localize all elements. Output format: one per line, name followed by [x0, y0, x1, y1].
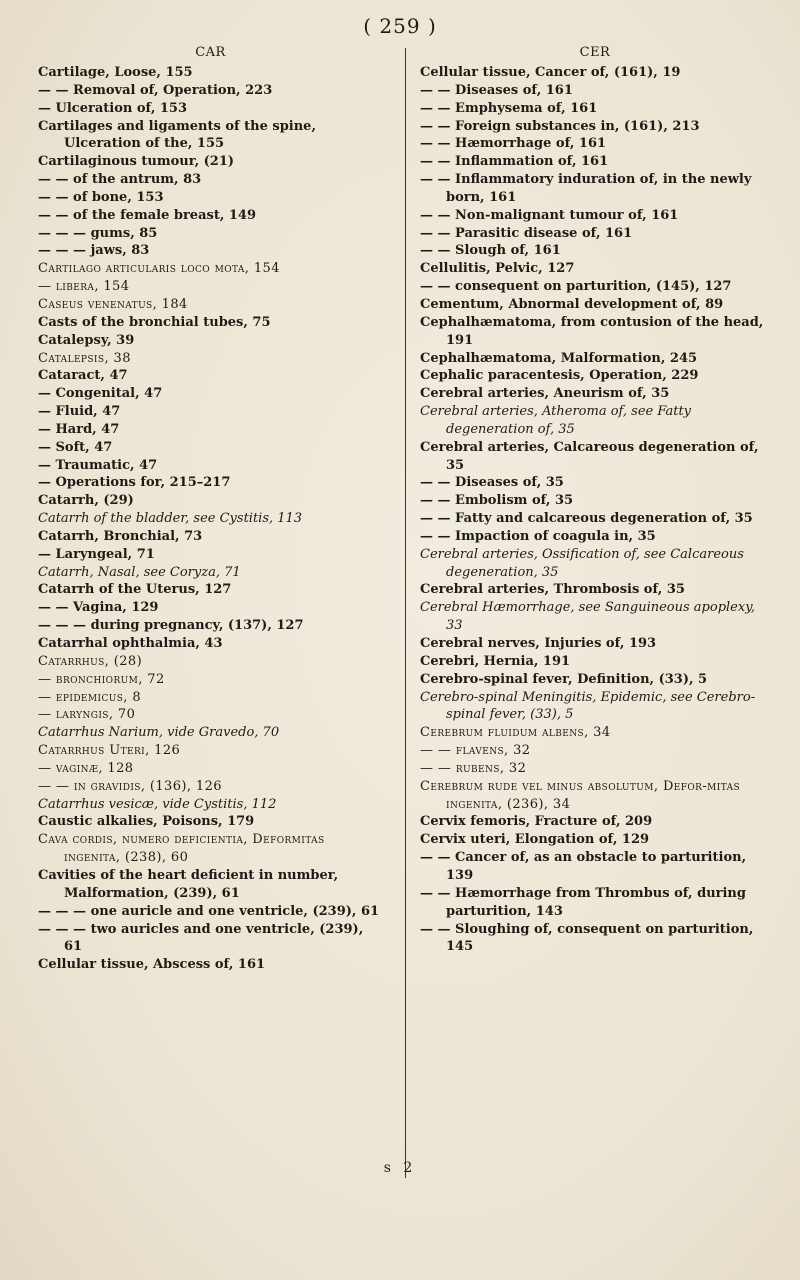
index-entry: — — — jaws, 83: [38, 243, 150, 259]
index-entry: — Ulceration of, 153: [38, 100, 188, 116]
index-entry: — — of the antrum, 83: [38, 172, 202, 188]
index-entry: Cerebral arteries, Aneurism of, 35: [420, 386, 670, 402]
index-entry: — — flavens, 32: [420, 743, 531, 759]
index-entry: Cartilaginous tumour, (21): [38, 154, 235, 170]
index-entry: Cartilages and ligaments of the spine, Ulceration of the, 155: [38, 118, 316, 152]
index-entry: Cellulitis, Pelvic, 127: [420, 261, 575, 277]
index-entry: — — — two auricles and one ventricle, (239), 61: [38, 921, 364, 955]
index-entry: — Traumatic, 47: [38, 457, 158, 473]
index-entry: Cerebri, Hernia, 191: [420, 653, 571, 669]
page-number: ( 259 ): [363, 14, 437, 38]
index-entry: Cavities of the heart deficient in number, Malformation, (239), 61: [38, 867, 339, 901]
index-entry: Cellular tissue, Cancer of, (161), 19: [420, 65, 681, 80]
index-entry: — Hard, 47: [38, 421, 120, 437]
index-entry: Cellular tissue, Abscess of, 161: [38, 957, 266, 973]
index-entry: Catalepsy, 39: [38, 332, 135, 348]
column-divider: [405, 48, 406, 1178]
index-entry: Cerebral arteries, Atheroma of, see Fatty degeneration of, 35: [420, 404, 692, 437]
index-entry: — — of bone, 153: [38, 189, 164, 205]
index-entry: Casts of the bronchial tubes, 75: [38, 314, 271, 330]
index-entry: Cataract, 47: [38, 368, 128, 384]
index-entry: — — Fatty and calcareous degeneration of, 35: [420, 511, 753, 527]
index-entry: — — — gums, 85: [38, 225, 158, 241]
index-entry: — — Hæmorrhage of, 161: [420, 136, 607, 152]
index-entry: — — Sloughing of, consequent on parturition, 145: [420, 921, 754, 955]
index-entry: Catarrhus, (28): [38, 653, 143, 669]
index-entry: Caseus venenatus, 184: [38, 296, 188, 312]
index-entry: Cerebral arteries, Ossification of, see Calcareous degeneration, 35: [420, 546, 744, 580]
index-entry: Cementum, Abnormal development of, 89: [420, 296, 724, 312]
index-entry: Cartilage, Loose, 155: [38, 65, 193, 80]
index-entry: — Congenital, 47: [38, 386, 163, 402]
index-entry: Catarrh of the Uterus, 127: [38, 582, 232, 598]
index-entry: Cephalhæmatoma, Malformation, 245: [420, 350, 698, 366]
left-column: [38, 45, 383, 974]
index-entry: Cerebral nerves, Injuries of, 193: [420, 636, 657, 651]
index-entry: Catarrh of the bladder, see Cystitis, 113: [38, 511, 303, 527]
index-entry: — — Foreign substances in, (161), 213: [420, 118, 700, 134]
left-entry-list: [38, 64, 383, 974]
index-entry: Cerebral arteries, Thrombosis of, 35: [420, 582, 685, 598]
index-entry: — — Non-malignant tumour of, 161: [420, 207, 679, 223]
index-entry: — libera, 154: [38, 279, 130, 295]
signature-mark: s 2: [383, 1160, 417, 1176]
index-entry: Cerebrum rude vel minus absolutum, Defor-mitas ingenita, (236), 34: [420, 778, 741, 812]
index-entry: Cervix femoris, Fracture of, 209: [420, 814, 653, 830]
index-entry: Cerebro-spinal Meningitis, Epidemic, see Cerebro-spinal fever, (33), 5: [420, 689, 756, 723]
index-entry: — bronchiorum, 72: [38, 671, 165, 687]
index-entry: Cerebro-spinal fever, Definition, (33), 5: [420, 671, 708, 687]
left-running-head: CAR: [195, 45, 226, 60]
index-entry: — Operations for, 215–217: [38, 475, 231, 491]
index-entry: — — Inflammation of, 161: [420, 154, 609, 170]
index-entry: — — consequent on parturition, (145), 127: [420, 279, 732, 295]
index-entry: Cava cordis, numero deficientia, Deformitas ingenita, (238), 60: [38, 832, 325, 866]
index-entry: Catarrhus vesicæ, vide Cystitis, 112: [38, 796, 277, 812]
index-entry: Cephalhæmatoma, from contusion of the head, 191: [420, 314, 764, 348]
index-entry: — epidemicus, 8: [38, 689, 142, 705]
index-entry: Catarrhus Narium, vide Gravedo, 70: [38, 725, 280, 741]
index-entry: Catarrh, (29): [38, 493, 134, 509]
right-running-head: CER: [579, 45, 611, 60]
index-entry: — — Embolism of, 35: [420, 493, 574, 509]
index-entry: Cervix uteri, Elongation of, 129: [420, 832, 650, 848]
index-entry: — — Diseases of, 35: [420, 475, 564, 491]
index-entry: — laryngis, 70: [38, 707, 136, 723]
index-entry: — — Inflammatory induration of, in the newly born, 161: [420, 172, 752, 205]
index-entry: Catarrh, Nasal, see Coryza, 71: [38, 564, 241, 580]
index-entry: Catarrhus Uteri, 126: [38, 743, 181, 759]
right-column: [420, 45, 770, 956]
index-entry: — Soft, 47: [38, 439, 113, 455]
index-entry: Cephalic paracentesis, Operation, 229: [420, 368, 699, 384]
index-entry: — — Hæmorrhage from Thrombus of, during parturition, 143: [420, 885, 746, 919]
index-entry: — — Impaction of coagula in, 35: [420, 528, 656, 544]
index-entry: — — in gravidis, (136), 126: [38, 778, 222, 794]
index-entry: — — Vagina, 129: [38, 600, 159, 616]
index-entry: — — of the female breast, 149: [38, 207, 257, 223]
index-entry: Cartilago articularis loco mota, 154: [38, 261, 280, 277]
index-entry: — Fluid, 47: [38, 404, 121, 420]
index-entry: — — Emphysema of, 161: [420, 100, 598, 116]
index-entry: Catarrhal ophthalmia, 43: [38, 636, 223, 651]
index-entry: — — Cancer of, as an obstacle to parturition, 139: [420, 850, 747, 883]
index-entry: Cerebrum fluidum albens, 34: [420, 725, 611, 741]
index-entry: Cerebral Hæmorrhage, see Sanguineous apoplexy, 33: [420, 600, 755, 634]
index-entry: Catarrh, Bronchial, 73: [38, 528, 203, 544]
index-entry: — Laryngeal, 71: [38, 546, 155, 562]
index-entry: — — — during pregnancy, (137), 127: [38, 618, 304, 634]
index-entry: — — Slough of, 161: [420, 243, 561, 259]
index-entry: Catalepsis, 38: [38, 350, 131, 366]
index-entry: — vaginæ, 128: [38, 760, 134, 776]
index-entry: — — — one auricle and one ventricle, (239), 61: [38, 903, 380, 919]
right-entry-list: [420, 64, 770, 956]
index-entry: Cerebral arteries, Calcareous degeneration of, 35: [420, 439, 759, 473]
index-entry: — — Parasitic disease of, 161: [420, 225, 633, 241]
index-entry: — — Removal of, Operation, 223: [38, 82, 273, 98]
index-entry: — — rubens, 32: [420, 760, 527, 776]
index-entry: Caustic alkalies, Poisons, 179: [38, 814, 255, 830]
index-entry: — — Diseases of, 161: [420, 82, 573, 98]
